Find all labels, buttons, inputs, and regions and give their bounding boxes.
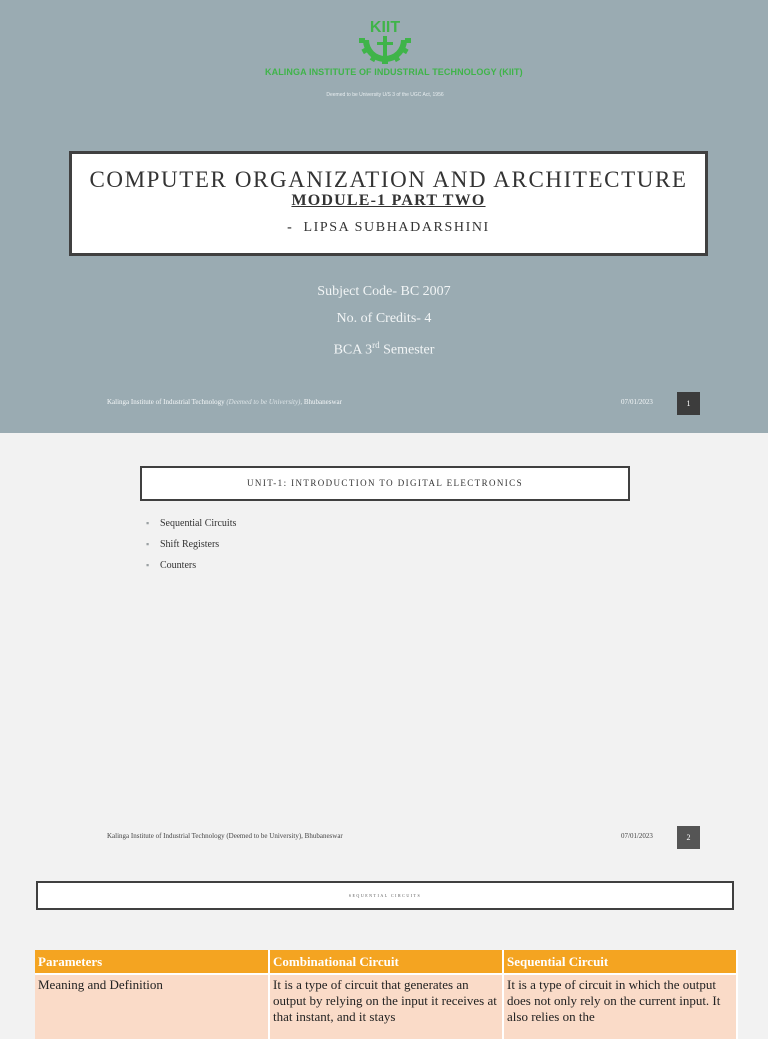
- gear-logo-icon: [353, 14, 417, 64]
- logo-subtitle: Deemed to be University U/S 3 of the UGC Act, 1956: [326, 92, 444, 98]
- subject-code: Subject Code- BC 2007: [317, 284, 451, 299]
- logo-institute-name: KALINGA INSTITUTE OF INDUSTRIAL TECHNOLOGY (KIIT): [265, 67, 523, 77]
- course-title: COMPUTER ORGANIZATION AND ARCHITECTURE: [89, 167, 688, 192]
- list-item: [146, 536, 236, 557]
- list-item-text: Shift Registers: [160, 539, 220, 550]
- table-header-row: [35, 950, 737, 974]
- course-info: [0, 278, 768, 364]
- unit-heading: UNIT-1: INTRODUCTION TO DIGITAL ELECTRONICS: [140, 466, 630, 501]
- semester-suffix: Semester: [379, 342, 435, 358]
- footer-city: Bhubaneswar: [302, 398, 342, 406]
- credits: No. of Credits- 4: [336, 311, 432, 326]
- footer-institute: Kalinga Institute of Industrial Technology: [107, 398, 227, 406]
- module-title: MODULE-1 PART TWO: [291, 192, 486, 209]
- title-slide: [0, 0, 768, 433]
- table-header-cell: Sequential Circuit: [503, 950, 737, 974]
- bullet-icon: ▪: [146, 560, 150, 570]
- list-item: [146, 515, 236, 536]
- page-number: 1: [677, 392, 700, 415]
- slide-footer: Kalinga Institute of Industrial Technology (Deemed to be University), Bhubaneswar: [107, 832, 343, 840]
- list-item-text: Counters: [160, 560, 197, 571]
- semester-prefix: BCA 3: [333, 342, 373, 358]
- topic-list: [146, 515, 236, 578]
- table-cell: Meaning and Definition: [35, 974, 269, 1039]
- comparison-table: [35, 950, 738, 1039]
- table-header-cell: Combinational Circuit: [269, 950, 503, 974]
- kiit-logo: [265, 14, 523, 98]
- slide-date: 07/01/2023: [621, 832, 653, 840]
- page-number: 2: [677, 826, 700, 849]
- author-name: LIPSA SUBHADARSHINI: [303, 220, 490, 235]
- bullet-icon: ▪: [146, 518, 150, 528]
- section-heading: SEQUENTIAL CIRCUITS: [36, 881, 734, 910]
- author-dash: -: [287, 220, 294, 235]
- footer-deemed: (Deemed to be University),: [226, 398, 303, 406]
- list-item-text: Sequential Circuits: [160, 518, 237, 529]
- semester: [0, 332, 768, 364]
- slide-footer: [107, 398, 342, 406]
- logo-text: KIIT: [369, 19, 401, 36]
- table-cell: It is a type of circuit that generates an output by relying on the input it receives at that instant, and it stays: [269, 974, 503, 1039]
- table-cell: It is a type of circuit in which the output does not only rely on the current input. It also relies on the: [503, 974, 737, 1039]
- bullet-icon: ▪: [146, 539, 150, 549]
- title-box: [69, 151, 708, 256]
- table-row: [35, 974, 737, 1039]
- list-item: [146, 557, 236, 578]
- table-header-cell: Parameters: [35, 950, 269, 974]
- slide-date: 07/01/2023: [621, 398, 653, 406]
- author-line: [72, 220, 705, 236]
- semester-sup: rd: [372, 340, 380, 350]
